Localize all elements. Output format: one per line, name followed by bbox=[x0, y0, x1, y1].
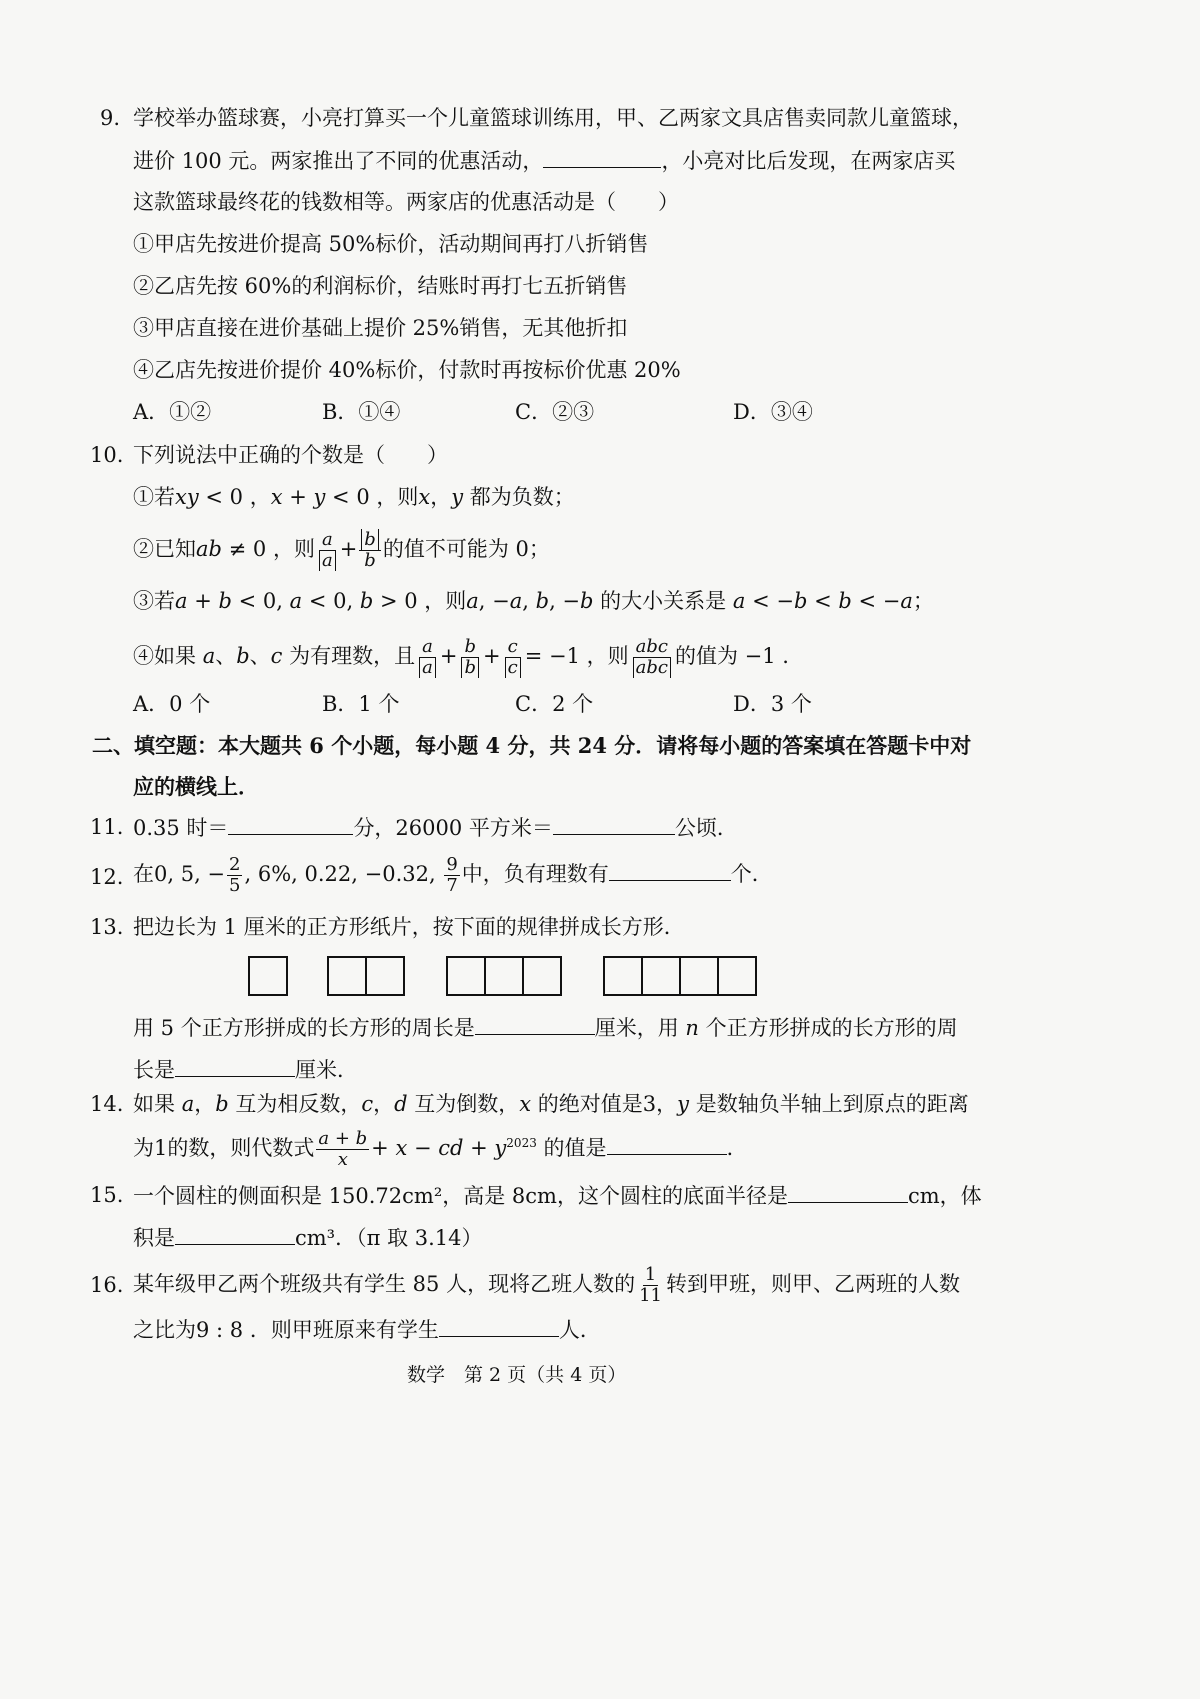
q9-option-b[interactable]: B．①④ bbox=[322, 400, 401, 424]
q13-blank-2[interactable] bbox=[175, 1054, 295, 1077]
q13-stem: 把边长为 1 厘米的正方形纸片，按下面的规律拼成长方形． bbox=[133, 915, 685, 939]
q9-statement-4: ④乙店先按进价提价 40%标价，付款时再按标价优惠 20% bbox=[133, 358, 681, 382]
q9-stem-line1: 学校举办篮球赛，小亮打算买一个儿童篮球训练用，甲、乙两家文具店售卖同款儿童篮球， bbox=[133, 106, 973, 130]
q14-line2: 为1的数，则代数式 $\frac{a + b}{x}$ + x − cd + $y^{2023}$ 的值是 . bbox=[133, 1128, 734, 1170]
q9-statement-3: ③甲店直接在进价基础上提价 25%销售，无其他折扣 bbox=[133, 316, 628, 340]
q11-blank-2[interactable] bbox=[553, 812, 675, 835]
q9-statement-1: ①甲店先按进价提高 50%标价，活动期间再打八折销售 bbox=[133, 232, 649, 256]
q16-blank[interactable] bbox=[439, 1314, 559, 1337]
q11-number: 11. bbox=[90, 815, 124, 839]
square bbox=[327, 956, 367, 996]
q15-blank-1[interactable] bbox=[788, 1180, 908, 1203]
q9-option-a[interactable]: A．①② bbox=[133, 400, 212, 424]
q11-line: 0.35 时＝ 分，26000 平方米＝ 公顷． bbox=[133, 812, 738, 843]
q16-line2: 之比为9 : 8 ．则甲班原来有学生 人． bbox=[133, 1314, 601, 1345]
q13-blank-1[interactable] bbox=[475, 1012, 595, 1035]
q14-line1: 如果 a，b 互为相反数，c，d 互为倒数，x 的绝对值是3，y 是数轴负半轴上到原点的距离 bbox=[133, 1092, 969, 1116]
q12-blank[interactable] bbox=[609, 858, 731, 881]
square-pattern-2 bbox=[327, 956, 405, 996]
q9-number: 9. bbox=[100, 106, 121, 130]
q10-option-b[interactable]: B．1 个 bbox=[322, 692, 400, 716]
q13-line2: 长是 厘米． bbox=[133, 1054, 358, 1085]
q10-statement-2: ②已知ab ≠ 0 ，则 $\frac{a}{a}$ + $\frac{b}{b}$ 的值不可能为 0； bbox=[133, 529, 550, 571]
q14-blank[interactable] bbox=[607, 1132, 727, 1155]
square bbox=[717, 956, 757, 996]
square bbox=[365, 956, 405, 996]
q9-stem-line3: 这款篮球最终花的钱数相等。两家店的优惠活动是（ ） bbox=[133, 190, 679, 214]
q9-blank[interactable] bbox=[543, 145, 661, 168]
square-pattern-1 bbox=[248, 956, 288, 996]
section2-heading-line1: 二、填空题：本大题共 6 个小题，每小题 4 分，共 24 分．请将每小题的答案填在答题卡中对 bbox=[92, 733, 972, 758]
square bbox=[603, 956, 643, 996]
q10-option-d[interactable]: D．3 个 bbox=[733, 692, 812, 716]
q10-stem: 下列说法中正确的个数是（ ） bbox=[133, 443, 448, 467]
q10-number: 10. bbox=[90, 443, 124, 467]
q14-number: 14. bbox=[90, 1092, 124, 1116]
q10-option-c[interactable]: C．2 个 bbox=[515, 692, 594, 716]
q10-statement-4: ④如果 a、b、c 为有理数，且 $\frac{a}{a}$ + $\frac{b}{b}$ + $\frac{c}{c}$ = −1 ，则 $\frac{\text{abc}}{\text{abc}}$ 的值为 −1 . bbox=[133, 636, 789, 678]
q9-option-c[interactable]: C．②③ bbox=[515, 400, 595, 424]
q9-statement-2: ②乙店先按 60%的利润标价，结账时再打七五折销售 bbox=[133, 274, 628, 298]
square-pattern-3 bbox=[446, 956, 562, 996]
q12-number: 12. bbox=[90, 865, 124, 889]
q16-number: 16. bbox=[90, 1273, 124, 1297]
q10-option-a[interactable]: A．0 个 bbox=[133, 692, 211, 716]
q11-blank-1[interactable] bbox=[228, 812, 353, 835]
q15-blank-2[interactable] bbox=[175, 1222, 295, 1245]
square bbox=[484, 956, 524, 996]
q10-statement-3: ③若a + b < 0, a < 0, b > 0 ，则a, −a, b, −b 的大小关系是 a < −b < b < −a； bbox=[133, 589, 934, 613]
q15-number: 15. bbox=[90, 1183, 124, 1207]
q10-statement-1: ①若xy < 0 ，x + y < 0 ，则x，y 都为负数； bbox=[133, 485, 575, 509]
square bbox=[641, 956, 681, 996]
q9-option-d[interactable]: D．③④ bbox=[733, 400, 813, 424]
q15-line1: 一个圆柱的侧面积是 150.72cm²，高是 8cm，这个圆柱的底面半径是 cm，体 bbox=[133, 1180, 982, 1211]
square bbox=[248, 956, 288, 996]
square bbox=[679, 956, 719, 996]
q15-line2: 积是 cm³．（π 取 3.14） bbox=[133, 1222, 483, 1253]
square bbox=[522, 956, 562, 996]
q9-stem-line2: 进价 100 元。两家推出了不同的优惠活动， ，小亮对比后发现，在两家店买 bbox=[133, 145, 955, 176]
q13-line1: 用 5 个正方形拼成的长方形的周长是 厘米，用 n 个正方形拼成的长方形的周 bbox=[133, 1012, 958, 1043]
q16-line1: 某年级甲乙两个班级共有学生 85 人，现将乙班人数的 $\frac{1}{11}$ 转到甲班，则甲、乙两班的人数 bbox=[133, 1264, 960, 1306]
section2-heading-line2: 应的横线上． bbox=[133, 774, 259, 799]
square bbox=[446, 956, 486, 996]
q13-number: 13. bbox=[90, 915, 124, 939]
q12-line: 在0, 5, − $\frac{2}{5}$ , 6%, 0.22, −0.32, $\frac{9}{7}$ 中，负有理数有 个． bbox=[133, 854, 773, 896]
square-pattern-4 bbox=[603, 956, 757, 996]
page-footer: 数学 第 2 页（共 4 页） bbox=[407, 1364, 627, 1386]
